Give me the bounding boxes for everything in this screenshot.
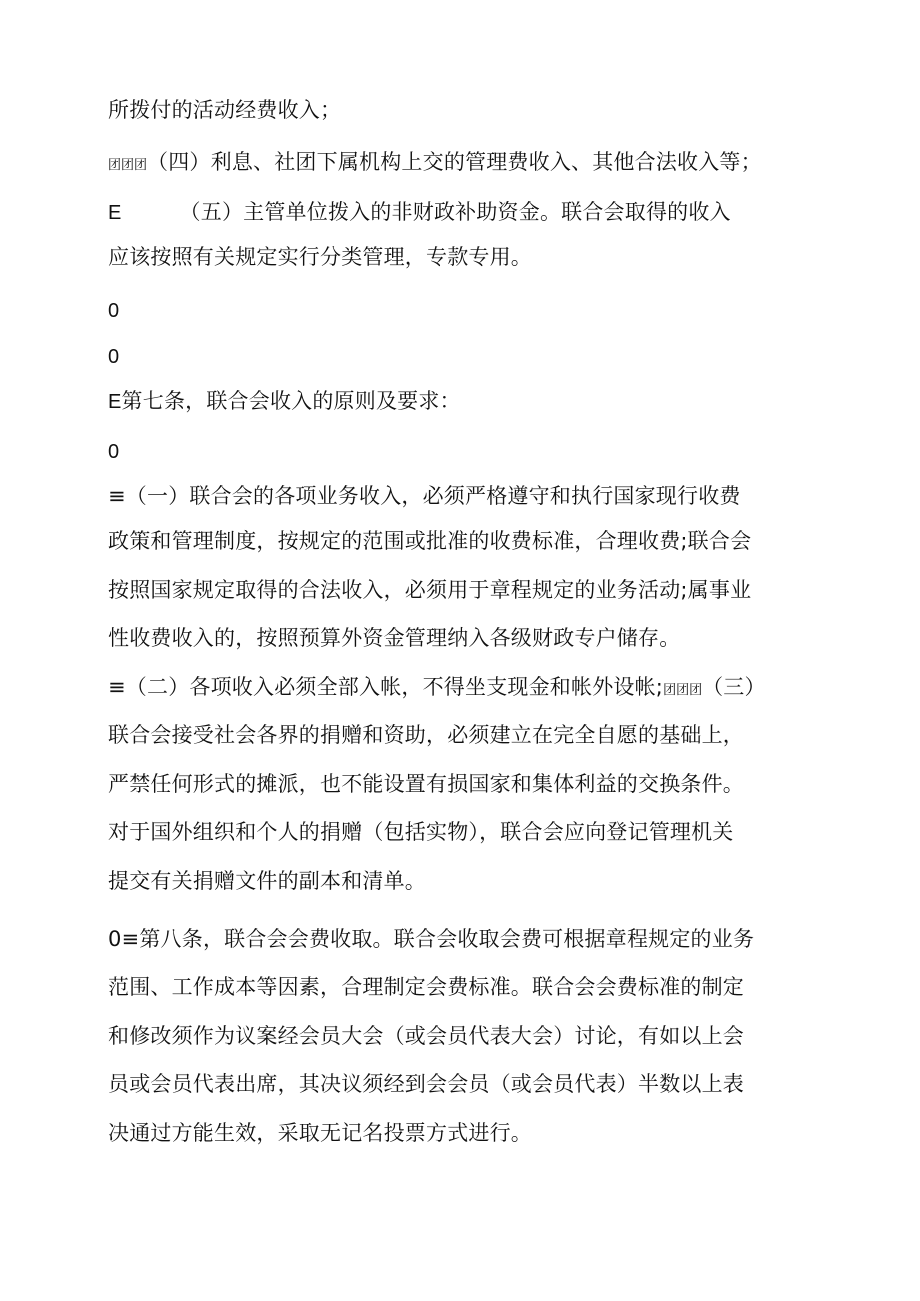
text-line-12 bbox=[108, 624, 680, 652]
text-line-18 bbox=[108, 925, 754, 953]
text-line-3 bbox=[108, 198, 731, 227]
list-marker: E bbox=[108, 391, 122, 413]
line-text: 0 bbox=[108, 300, 120, 322]
text-line-10 bbox=[108, 527, 751, 555]
text-line-8 bbox=[108, 438, 119, 466]
line-text: 0 bbox=[108, 441, 120, 463]
line-text: 和修改须作为议案经会员大会（或会员代表大会）讨论，有如以上会 bbox=[108, 1024, 744, 1048]
line-text: 对于国外组织和个人的捐赠（包括实物），联合会应向登记管理机关 bbox=[108, 820, 734, 844]
text-line-2 bbox=[108, 148, 762, 180]
text-line-11 bbox=[108, 576, 751, 604]
text-line-1 bbox=[108, 96, 341, 124]
line-text: 按照国家规定取得的合法收入，必须用于章程规定的业务活动;属事业 bbox=[108, 578, 752, 602]
text-line-22 bbox=[108, 1119, 532, 1147]
text-line-20 bbox=[108, 1022, 744, 1050]
placeholder-mark: 团团团 bbox=[663, 683, 703, 698]
line-text: （五）主管单位拨入的非财政补助资金。联合会取得的收入 bbox=[179, 200, 731, 224]
text-line-4 bbox=[108, 243, 532, 271]
text-line-15 bbox=[108, 770, 744, 798]
line-text-suffix: （三） bbox=[702, 675, 766, 699]
text-line-16 bbox=[108, 818, 734, 846]
text-line-19 bbox=[108, 973, 744, 1001]
text-line-9 bbox=[108, 482, 741, 510]
line-text: 第七条，联合会收入的原则及要求： bbox=[121, 389, 461, 413]
line-text: 政策和管理制度，按规定的范围或批准的收费标准，合理收费;联合会 bbox=[108, 529, 752, 553]
text-line-21 bbox=[108, 1070, 744, 1098]
line-text: ≡（二）各项收入必须全部入帐，不得坐支现金和帐外设帐; bbox=[108, 675, 664, 699]
line-text: 性收费收入的，按照预算外资金管理纳入各级财政专户储存。 bbox=[108, 626, 681, 650]
text-line-6 bbox=[108, 343, 119, 371]
line-text: 提交有关捐赠文件的副本和清单。 bbox=[108, 869, 426, 893]
line-text: 员或会员代表出席，其决议须经到会会员（或会员代表）半数以上表 bbox=[108, 1072, 744, 1096]
line-text: 决通过方能生效，采取无记名投票方式进行。 bbox=[108, 1121, 532, 1145]
text-line-7 bbox=[108, 387, 461, 416]
line-text: 应该按照有关规定实行分类管理，专款专用。 bbox=[108, 245, 532, 269]
line-text: 严禁任何形式的摊派，也不能设置有损国家和集体利益的交换条件。 bbox=[108, 772, 744, 796]
line-text: 0≡第八条，联合会会费收取。联合会收取会费可根据章程规定的业务 bbox=[108, 927, 755, 951]
text-line-13 bbox=[108, 673, 766, 705]
line-text: 0 bbox=[108, 346, 120, 368]
text-line-5 bbox=[108, 297, 119, 325]
text-line-17 bbox=[108, 867, 426, 895]
placeholder-mark: 团团团 bbox=[108, 158, 148, 173]
text-line-14 bbox=[108, 721, 744, 749]
line-text: ≡（一）联合会的各项业务收入，必须严格遵守和执行国家现行收费 bbox=[108, 484, 741, 508]
line-text: 联合会接受社会各界的捐赠和资助，必须建立在完全自愿的基础上， bbox=[108, 723, 744, 747]
line-text: 所拨付的活动经费收入； bbox=[108, 98, 342, 122]
line-text: 范围、工作成本等因素，合理制定会费标准。联合会会费标准的制定 bbox=[108, 975, 744, 999]
list-marker: E bbox=[108, 202, 122, 224]
line-text: （四）利息、社团下属机构上交的管理费收入、其他合法收入等； bbox=[147, 150, 762, 174]
